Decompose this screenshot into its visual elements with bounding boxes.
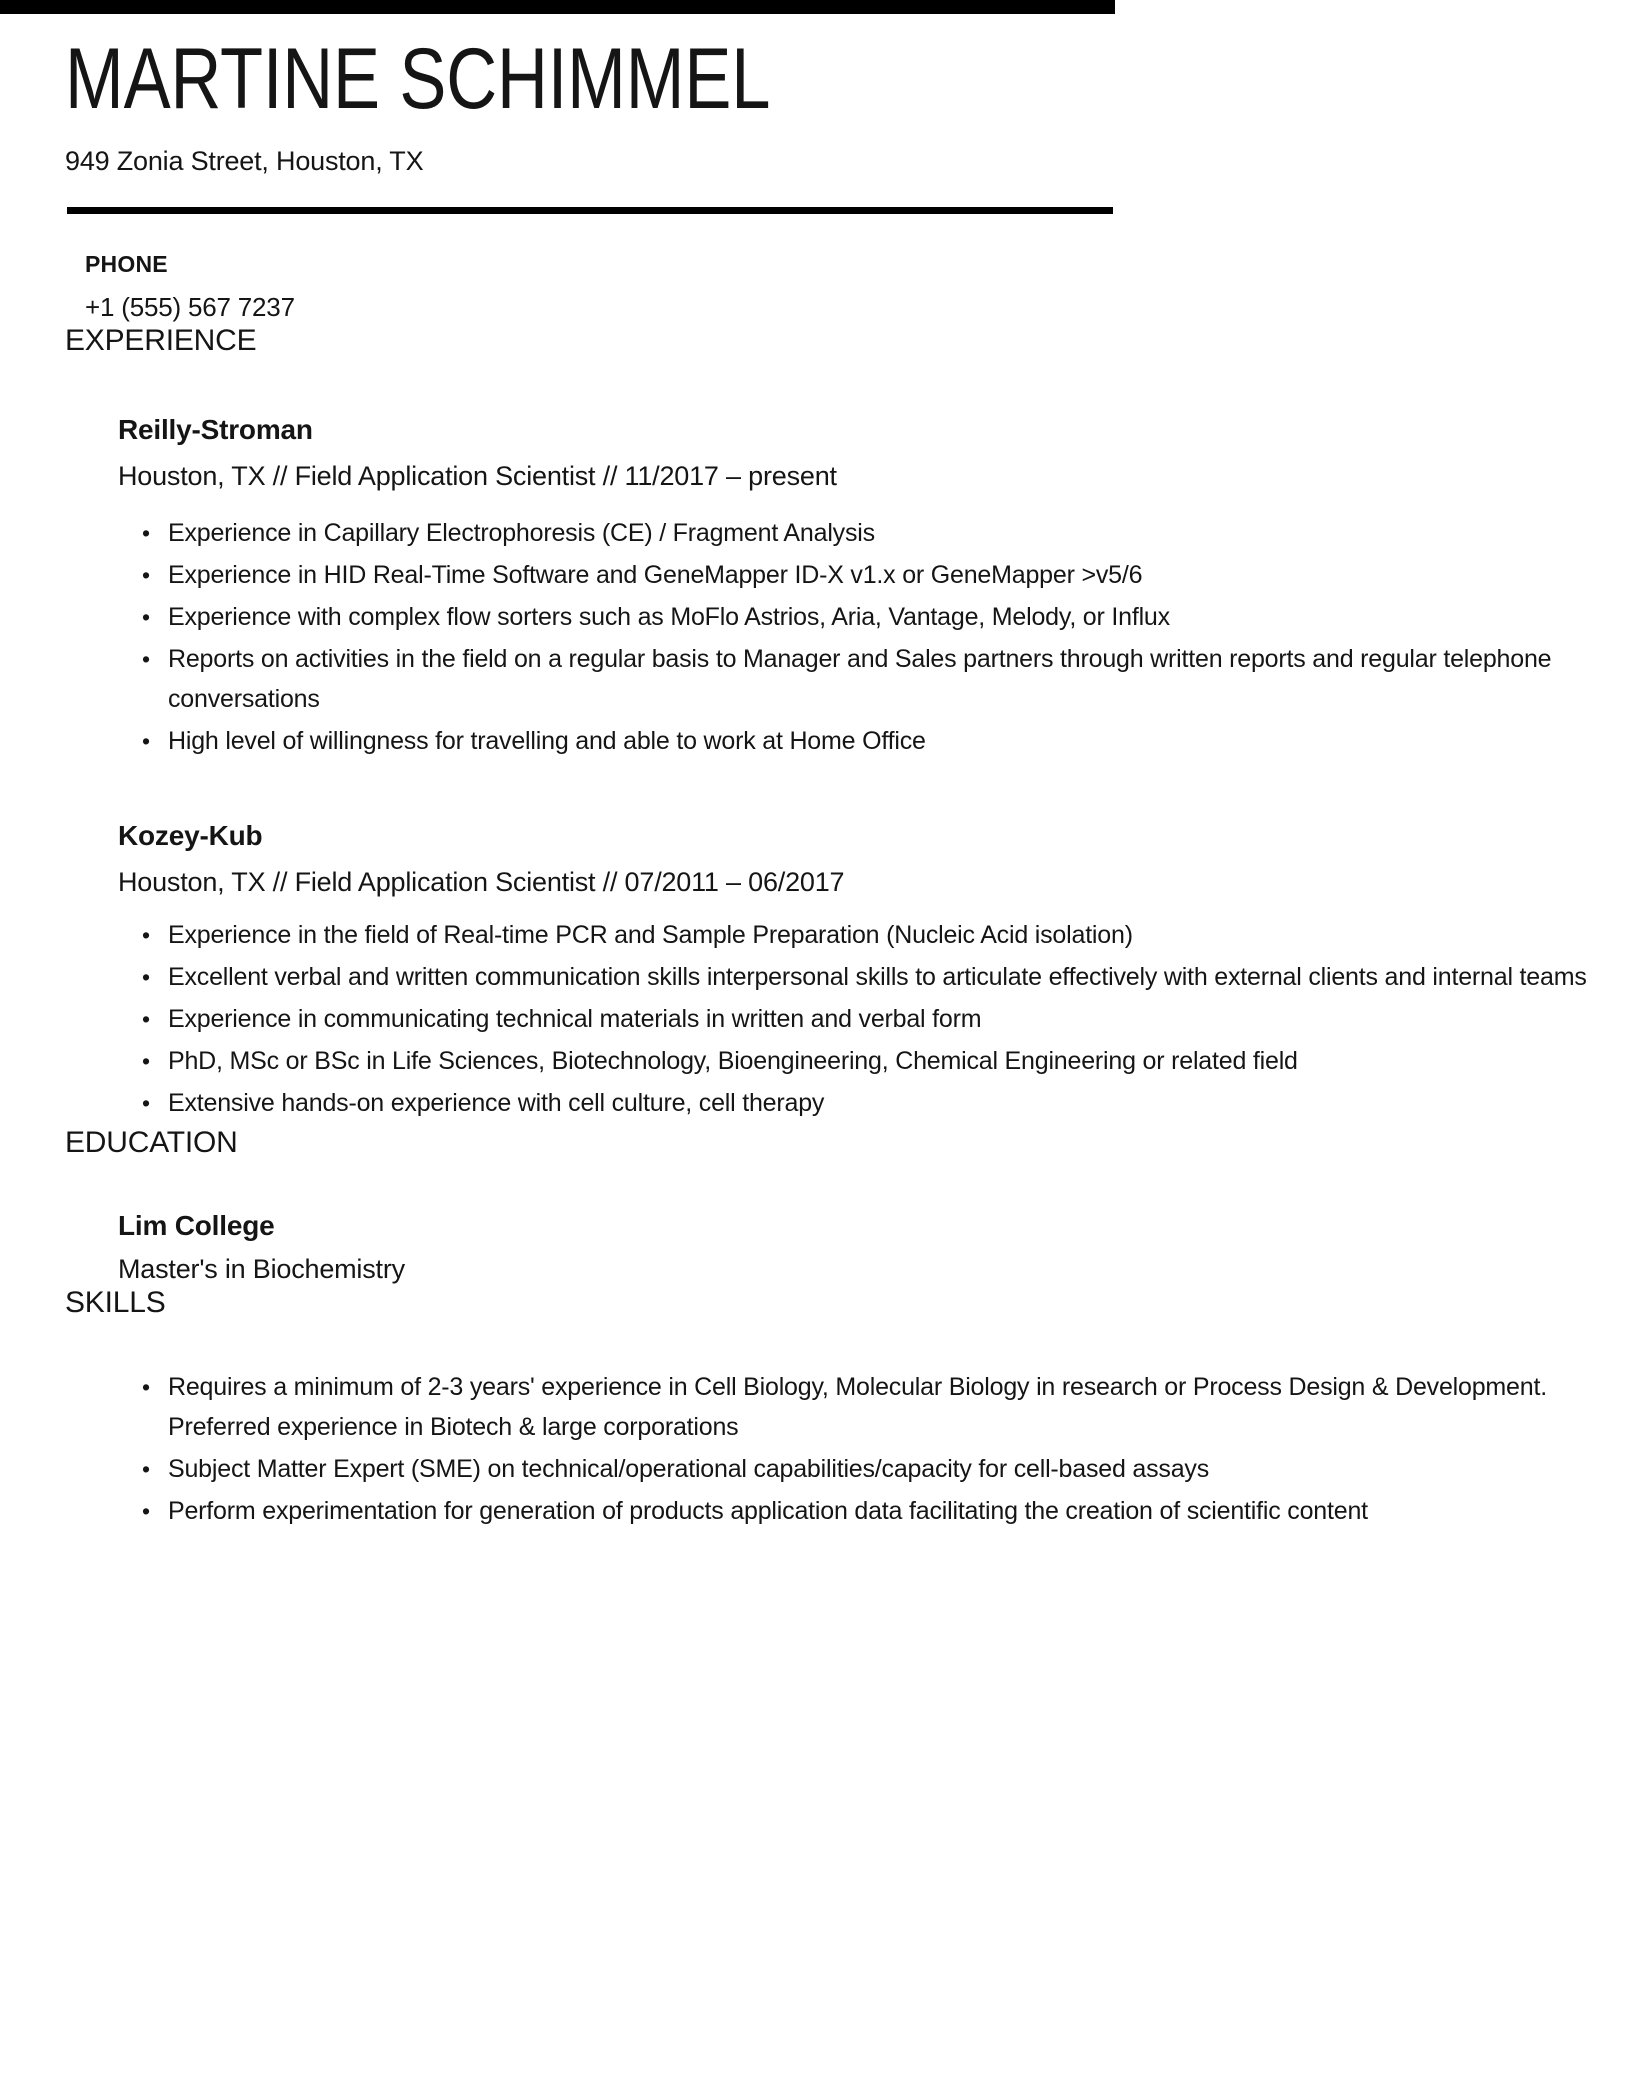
- education-degree: Master's in Biochemistry: [118, 1254, 405, 1285]
- experience-section-title: EXPERIENCE: [65, 324, 257, 358]
- job-bullet: • Experience in HID Real-Time Software and GeneMapper ID-X v1.x or GeneMapper >v5/6: [168, 555, 1618, 595]
- skills-section: [0, 1285, 1632, 1531]
- skills-bullet-list: [118, 1367, 1618, 1531]
- education-section-title: EDUCATION: [65, 1126, 238, 1160]
- job-entry: [0, 413, 1632, 761]
- job-bullet: • Reports on activities in the field on a regular basis to Manager and Sales partners through written reports and regular telephone conversations: [168, 639, 1618, 719]
- skill-bullet: • Perform experimentation for generation of products application data facilitating the creation of scientific content: [168, 1491, 1618, 1531]
- job-bullet: • Experience in the field of Real-time PCR and Sample Preparation (Nucleic Acid isolation): [168, 915, 1618, 955]
- job-meta-line: Houston, TX // Field Application Scientist // 07/2011 – 06/2017: [118, 867, 845, 898]
- job-bullet: • Excellent verbal and written communication skills interpersonal skills to articulate effectively with external clients and internal teams: [168, 957, 1618, 997]
- job-bullet: • High level of willingness for travelling and able to work at Home Office: [168, 721, 1618, 761]
- job-bullet-list: [118, 513, 1618, 761]
- phone-label: PHONE: [85, 251, 168, 278]
- job-meta-line: Houston, TX // Field Application Scientist // 11/2017 – present: [118, 461, 837, 492]
- job-entry: [0, 819, 1632, 1123]
- experience-section: [0, 323, 1632, 1123]
- job-bullet: • Experience in Capillary Electrophoresis (CE) / Fragment Analysis: [168, 513, 1618, 553]
- job-company-name: Kozey-Kub: [118, 820, 263, 852]
- skills-section-title: SKILLS: [65, 1286, 166, 1320]
- candidate-name: MARTINE SCHIMMEL: [65, 31, 771, 127]
- phone-number: +1 (555) 567 7237: [85, 292, 295, 323]
- page-title: [0, 0, 1632, 127]
- header-divider: [67, 207, 1113, 214]
- job-bullet: • Experience with complex flow sorters such as MoFlo Astrios, Aria, Vantage, Melody, or Influx: [168, 597, 1618, 637]
- education-school: Lim College: [118, 1210, 275, 1242]
- job-bullet: • Experience in communicating technical materials in written and verbal form: [168, 999, 1618, 1039]
- job-company-name: Reilly-Stroman: [118, 414, 313, 446]
- contact-section: [85, 250, 1632, 323]
- job-bullet: • Extensive hands-on experience with cell culture, cell therapy: [168, 1083, 1618, 1123]
- skill-bullet: • Requires a minimum of 2-3 years' experience in Cell Biology, Molecular Biology in research or Process Design & Development. Preferred experience in Biotech & large corporations: [168, 1367, 1618, 1447]
- job-bullet-list: [118, 915, 1618, 1123]
- job-bullet: • PhD, MSc or BSc in Life Sciences, Biotechnology, Bioengineering, Chemical Engineering or related field: [168, 1041, 1618, 1081]
- skill-bullet: • Subject Matter Expert (SME) on technical/operational capabilities/capacity for cell-based assays: [168, 1449, 1618, 1489]
- education-section: [0, 1125, 1632, 1285]
- header-bar: [0, 0, 1115, 14]
- candidate-address: 949 Zonia Street, Houston, TX: [65, 146, 424, 176]
